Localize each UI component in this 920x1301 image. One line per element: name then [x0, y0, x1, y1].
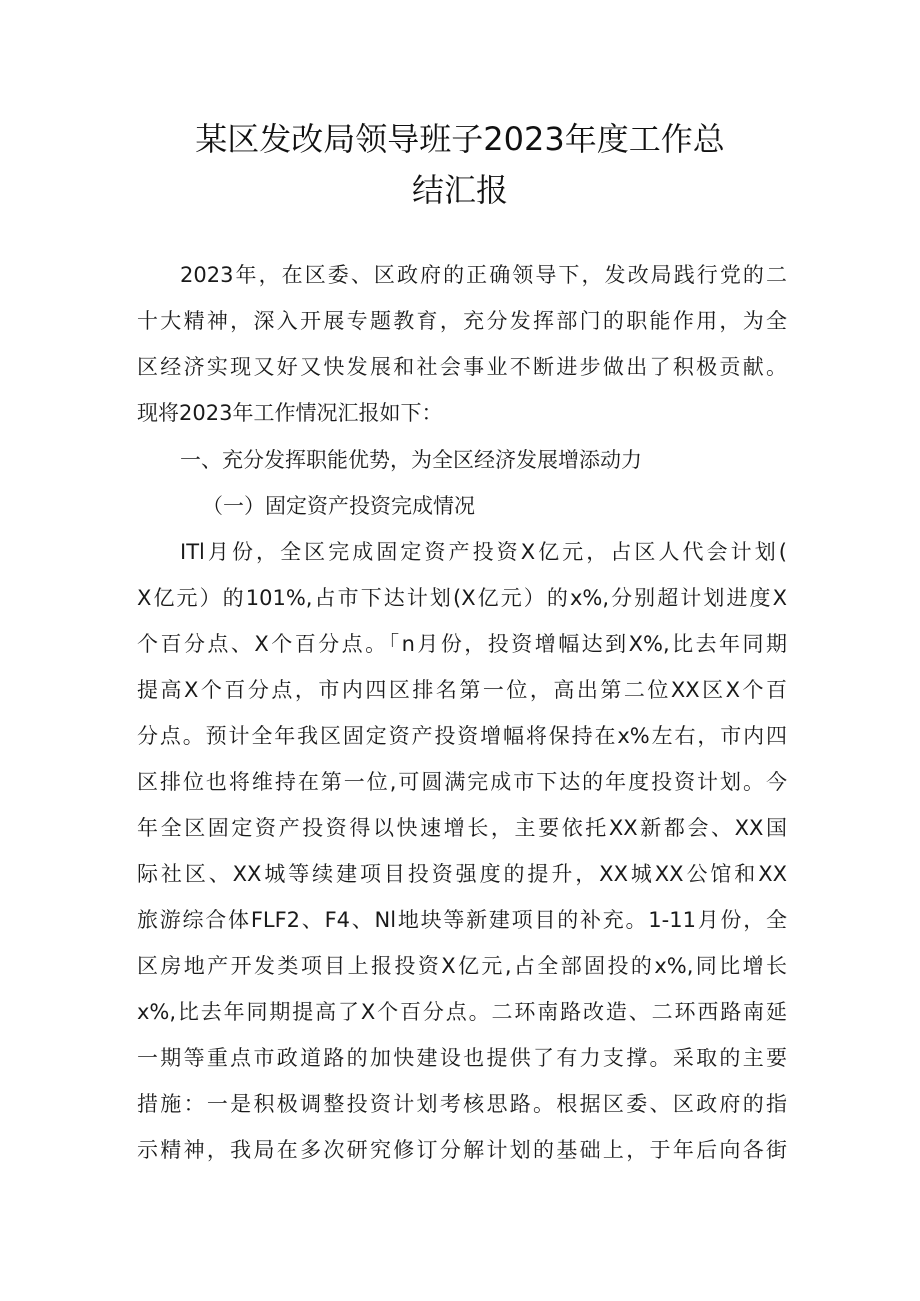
section-heading: 一、充分发挥职能优势，为全区经济发展增添动力 — [180, 448, 642, 472]
paragraph-line: 示精神，我局在多次研究修订分解计划的基础上，于年后向各街 — [137, 1138, 787, 1162]
paragraph-line: ITl月份，全区完成固定资产投资X亿元，占区人代会计划( — [180, 540, 787, 564]
paragraph-line: 个百分点、X个百分点。「n月份，投资增幅达到X%,比去年同期 — [137, 632, 787, 656]
paragraph-line: 区房地产开发类项目上报投资X亿元,占全部固投的x%,同比增长 — [137, 954, 787, 978]
paragraph-line: 2023年，在区委、区政府的正确领导下，发改局践行党的二 — [180, 263, 787, 287]
paragraph-line: 现将2023年工作情况汇报如下： — [137, 401, 443, 425]
paragraph-line: 分点。预计全年我区固定资产投资增幅将保持在x%左右，市内四 — [137, 724, 787, 748]
paragraph-line: 措施：一是积极调整投资计划考核思路。根据区委、区政府的指 — [137, 1092, 787, 1116]
paragraph-line: x%,比去年同期提高了X个百分点。二环南路改造、二环西路南延 — [137, 1000, 787, 1024]
paragraph-line: 十大精神，深入开展专题教育，充分发挥部门的职能作用，为全 — [137, 309, 787, 333]
paragraph-line: 旅游综合体FLF2、F4、Nl地块等新建项目的补充。1-11月份，全 — [137, 908, 787, 932]
document-title-line-1: 某区发改局领导班子2023年度工作总 — [195, 120, 725, 158]
paragraph-line: 区经济实现又好又快发展和社会事业不断进步做出了积极贡献。 — [137, 355, 787, 379]
paragraph-line: 年全区固定资产投资得以快速增长，主要依托XX新都会、XX国 — [137, 816, 787, 840]
paragraph-line: X亿元）的101%,占市下达计划(X亿元）的x%,分别超计划进度X — [137, 586, 787, 610]
document-title-line-2: 结汇报 — [411, 171, 508, 209]
subsection-heading: （一）固定资产投资完成情况 — [202, 494, 475, 518]
paragraph-line: 提高X个百分点，市内四区排名第一位，高出第二位XX区X个百 — [137, 678, 787, 702]
paragraph-line: 际社区、XX城等续建项目投资强度的提升，XX城XX公馆和XX — [137, 862, 787, 886]
paragraph-line: 一期等重点市政道路的加快建设也提供了有力支撑。采取的主要 — [137, 1046, 787, 1070]
paragraph-line: 区排位也将维持在第一位,可圆满完成市下达的年度投资计划。今 — [137, 770, 787, 794]
